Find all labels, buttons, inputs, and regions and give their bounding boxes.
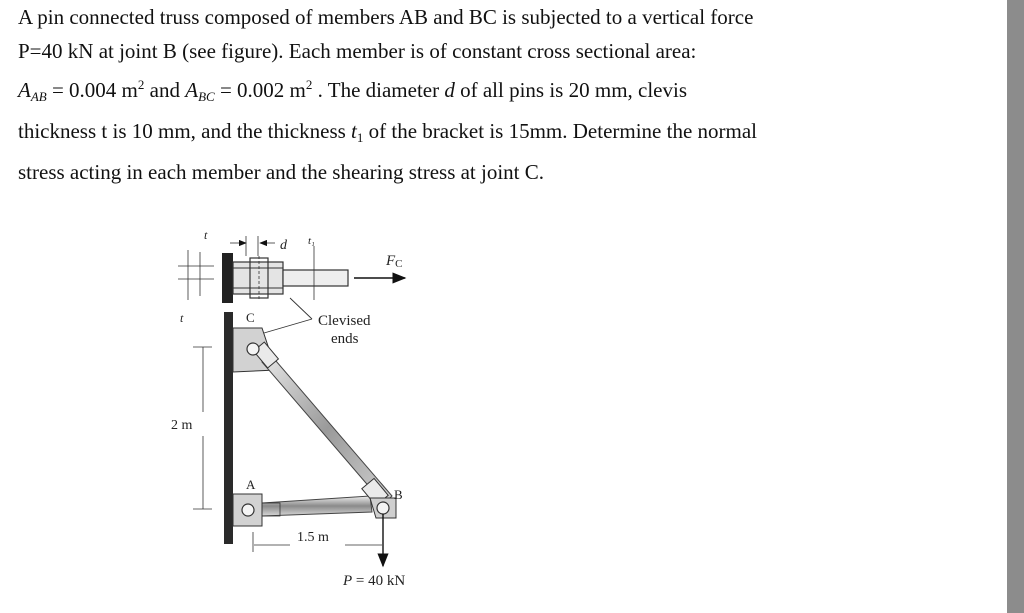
- problem-line-1: A pin connected truss composed of members AB and BC is subjected to a vertical force: [18, 5, 754, 29]
- label-d: d: [280, 238, 287, 253]
- label-t-side: t: [180, 311, 184, 325]
- area-ab-value: = 0.004 m: [46, 78, 138, 102]
- detail-wall: [222, 253, 233, 303]
- area-bc-symbol: A: [185, 78, 199, 102]
- label-ends: ends: [331, 331, 359, 347]
- leader-bottom: [264, 319, 312, 333]
- area-bc-exponent: 2: [305, 77, 313, 92]
- member-ab: [262, 496, 372, 516]
- pin-a: [242, 504, 254, 516]
- clevis-bracket: [233, 262, 283, 294]
- area-ab-symbol: A: [18, 78, 31, 102]
- label-1-5m: 1.5 m: [297, 530, 329, 545]
- pin-c: [247, 343, 259, 355]
- label-t-top: t: [204, 228, 208, 242]
- label-joint-b: B: [394, 487, 403, 502]
- and-word: and: [144, 78, 186, 102]
- support-wall: [224, 312, 233, 544]
- right-edge-bar: [1007, 0, 1024, 613]
- label-clevised: Clevised: [318, 313, 371, 329]
- pins-text: of all pins is 20 mm, clevis: [454, 78, 688, 102]
- label-p-value: = 40 kN: [352, 573, 406, 589]
- t1-symbol: t: [351, 119, 357, 143]
- problem-line-5: stress acting in each member and the shearing stress at joint C.: [18, 160, 545, 184]
- clevis-detail: [178, 236, 405, 303]
- pin-b: [377, 502, 389, 514]
- t1-subscript: 1: [356, 130, 364, 145]
- thickness-text: thickness t is 10 mm, and the thickness: [18, 119, 352, 143]
- label-p: P: [343, 573, 353, 589]
- area-ab-exponent: 2: [137, 77, 145, 92]
- truss-main: [193, 298, 396, 566]
- problem-line-2: P=40 kN at joint B (see figure). Each member is of constant cross sectional area:: [18, 39, 697, 63]
- area-bc-subscript: BC: [198, 89, 215, 104]
- label-joint-a: A: [246, 477, 256, 492]
- label-t1: t₁: [308, 235, 315, 247]
- clevis-rod: [283, 270, 348, 286]
- label-2m: 2 m: [171, 418, 193, 433]
- label-load: [342, 573, 405, 589]
- label-joint-c: C: [246, 310, 255, 325]
- diameter-text: . The diameter: [312, 78, 445, 102]
- label-fc-main: F: [386, 253, 396, 269]
- label-fc-sub: C: [395, 258, 403, 270]
- area-bc-value: = 0.002 m: [214, 78, 306, 102]
- area-ab-subscript: AB: [30, 89, 47, 104]
- label-fc: [385, 253, 403, 270]
- diameter-symbol: d: [444, 78, 455, 102]
- leader-top: [290, 298, 312, 319]
- bracket-text: of the bracket is 15mm. Determine the normal: [363, 119, 758, 143]
